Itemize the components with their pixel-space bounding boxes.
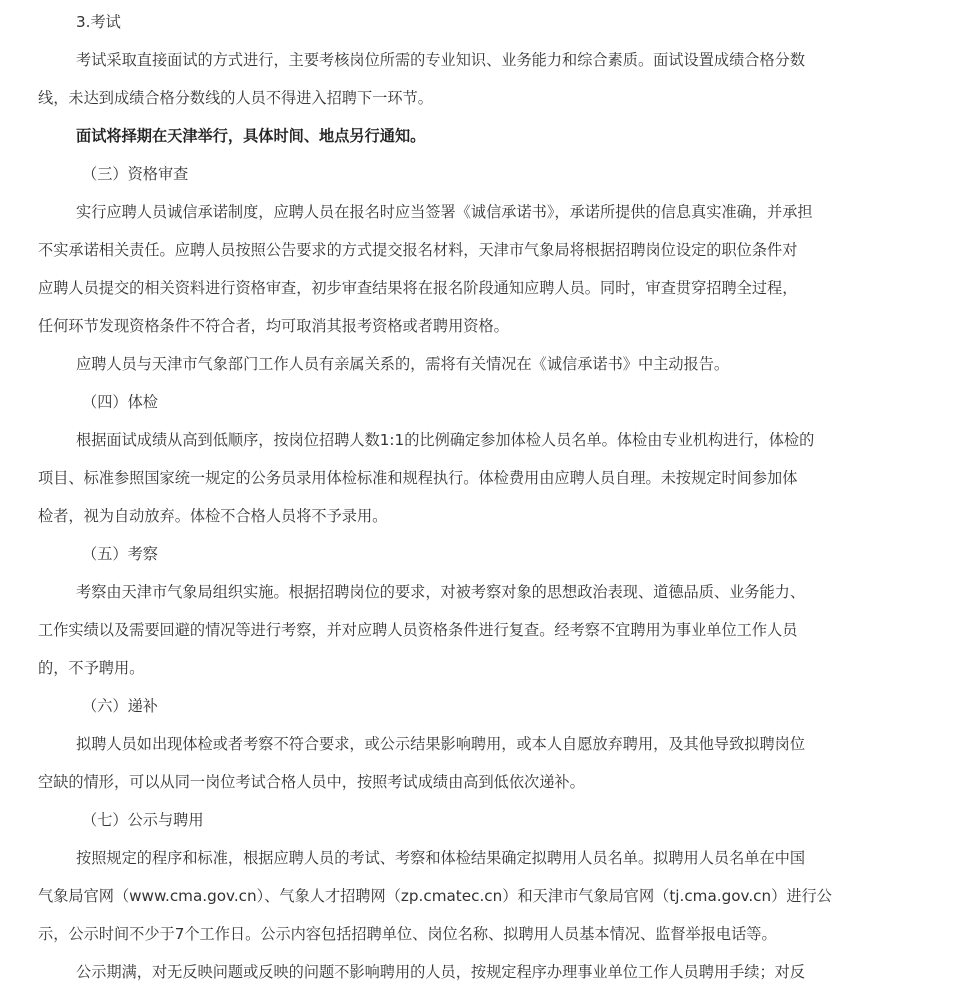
section-heading-exam: 3.考试	[76, 13, 121, 31]
paragraph-line: 公示期满，对无反映问题或反映的问题不影响聘用的人员，按规定程序办理事业单位工作人员聘用手续；对反	[76, 963, 805, 981]
paragraph-line: 按照规定的程序和标准，根据应聘人员的考试、考察和体检结果确定拟聘用人员名单。拟聘用人员名单在中国	[76, 849, 805, 867]
paragraph-line: 根据面试成绩从高到低顺序，按岗位招聘人数1:1的比例确定参加体检人员名单。体检由专业机构进行，体检的	[76, 431, 815, 449]
section-heading-replacement: （六）递补	[82, 697, 158, 715]
paragraph-line: 项目、标准参照国家统一规定的公务员录用体检标准和规程执行。体检费用由应聘人员自理。未按规定时间参加体	[38, 469, 798, 487]
paragraph-line: 不实承诺相关责任。应聘人员按照公告要求的方式提交报名材料，天津市气象局将根据招聘岗位设定的职位条件对	[38, 241, 798, 259]
paragraph-line: 工作实绩以及需要回避的情况等进行考察，并对应聘人员资格条件进行复查。经考察不宜聘用为事业单位工作人员	[38, 621, 798, 639]
paragraph-line: 考察由天津市气象局组织实施。根据招聘岗位的要求，对被考察对象的思想政治表现、道德品质、业务能力、	[76, 583, 805, 601]
paragraph-line: 应聘人员与天津市气象部门工作人员有亲属关系的，需将有关情况在《诚信承诺书》中主动报告。	[76, 355, 730, 373]
paragraph-line: 气象局官网（www.cma.gov.cn）、气象人才招聘网（zp.cmatec.cn）和天津市气象局官网（tj.cma.gov.cn）进行公	[38, 887, 832, 905]
paragraph-line: 任何环节发现资格条件不符合者，均可取消其报考资格或者聘用资格。	[38, 317, 509, 335]
section-heading-medical: （四）体检	[82, 393, 158, 411]
paragraph-line: 拟聘人员如出现体检或者考察不符合要求，或公示结果影响聘用，或本人自愿放弃聘用，及其他导致拟聘岗位	[76, 735, 805, 753]
section-heading-publicity: （七）公示与聘用	[82, 811, 204, 829]
bold-notice: 面试将择期在天津举行，具体时间、地点另行通知。	[76, 127, 426, 145]
paragraph-line: 线，未达到成绩合格分数线的人员不得进入招聘下一环节。	[38, 89, 433, 107]
section-heading-qualification: （三）资格审查	[82, 165, 189, 183]
paragraph-line: 示，公示时间不少于7个工作日。公示内容包括招聘单位、岗位名称、拟聘用人员基本情况、监督举报电话等。	[38, 925, 777, 943]
paragraph-line: 的，不予聘用。	[38, 659, 145, 677]
section-heading-inspection: （五）考察	[82, 545, 158, 563]
paragraph-line: 考试采取直接面试的方式进行，主要考核岗位所需的专业知识、业务能力和综合素质。面试设置成绩合格分数	[76, 51, 805, 69]
paragraph-line: 应聘人员提交的相关资料进行资格审查，初步审查结果将在报名阶段通知应聘人员。同时，审查贯穿招聘全过程，	[38, 279, 798, 297]
paragraph-line: 检者，视为自动放弃。体检不合格人员将不予录用。	[38, 507, 388, 525]
paragraph-line: 实行应聘人员诚信承诺制度，应聘人员在报名时应当签署《诚信承诺书》，承诺所提供的信息真实准确，并承担	[76, 203, 813, 221]
paragraph-line: 空缺的情形，可以从同一岗位考试合格人员中，按照考试成绩由高到低依次递补。	[38, 773, 585, 791]
